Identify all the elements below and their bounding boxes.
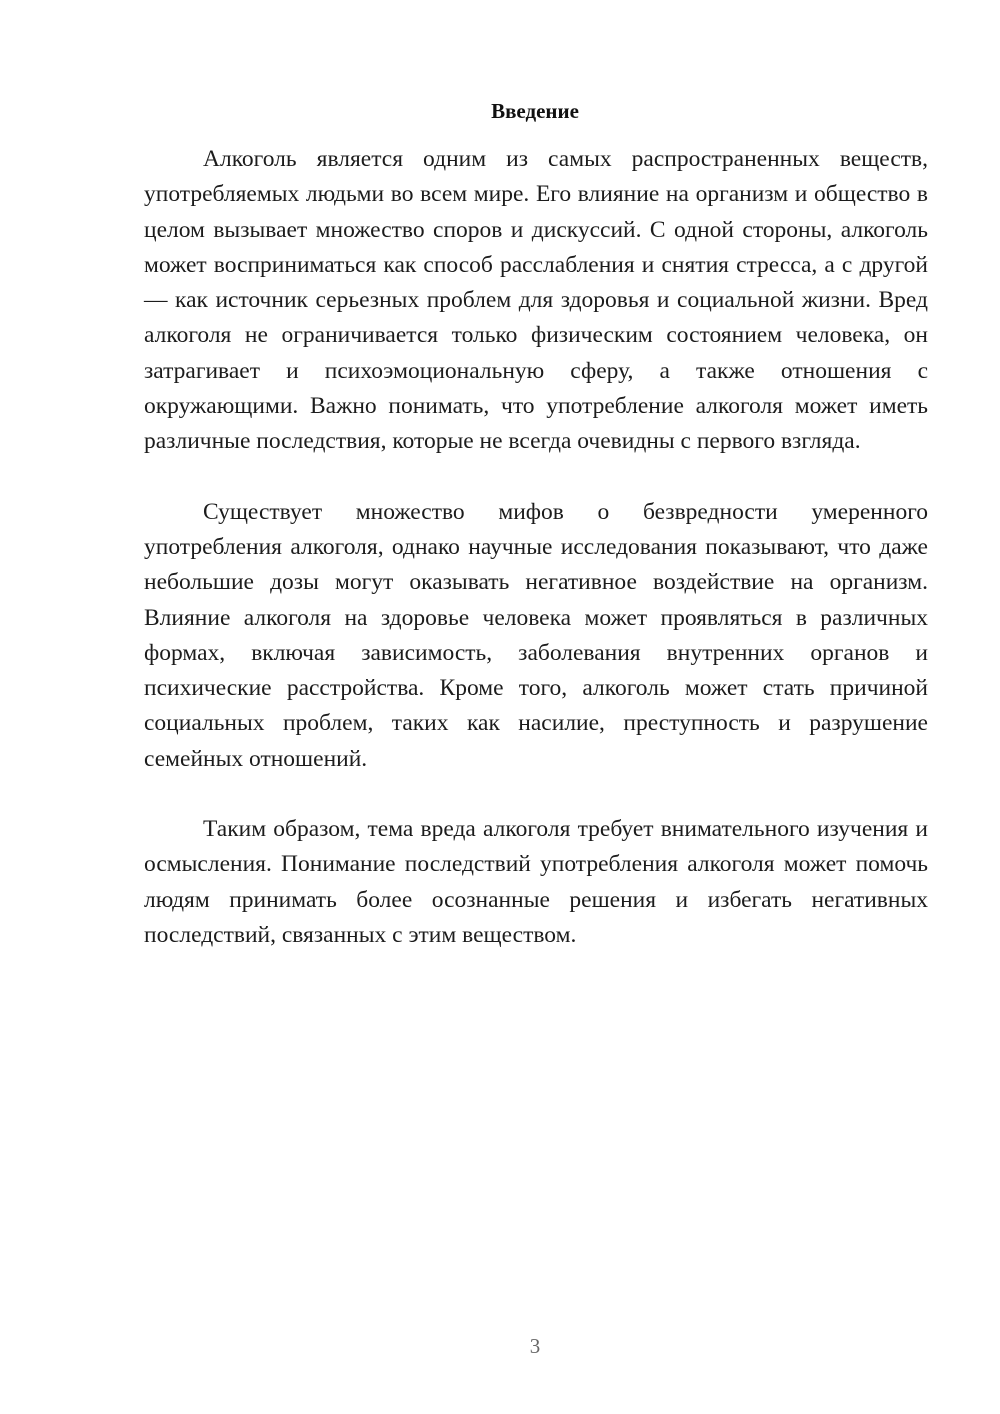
paragraph-conclusion: Таким образом, тема вреда алкоголя требует внимательного изучения и осмысления. Понимание последствий употребления алкоголя может помочь людям принимать более осознанные решения и избегать негативных последствий, связанных с этим веществом.	[144, 816, 928, 948]
section-heading: Введение	[491, 99, 579, 123]
paragraph-myths: Существует множество мифов о безвредности умеренного употребления алкоголя, однако научные исследования показывают, что даже небольшие дозы могут оказывать негативное воздействие на организм. Влияние алкоголя на здоровье человека может проявляться в различных формах, включая зависимость, заболевания внутренних органов и психические расстройства. Кроме того, алкоголь может стать причиной социальных проблем, таких как насилие, преступность и разрушение семейных отношений.	[144, 498, 928, 772]
body-text	[144, 142, 928, 988]
paragraph-intro: Алкоголь является одним из самых распространенных веществ, употребляемых людьми во всем мире. Его влияние на организм и общество в целом вызывает множество споров и дискуссий. С одной стороны, алкоголь может восприниматься как способ расслабления и снятия стресса, а с другой — как источник серьезных проблем для здоровья и социальной жизни. Вред алкоголя не ограничивается только физическим состоянием человека, он затрагивает и психоэмоциональную сферу, а также отношения с окружающими. Важно понимать, что употребление алкоголя может иметь различные последствия, которые не всегда очевидны с первого взгляда.	[144, 146, 928, 455]
page-number: 3	[529, 1334, 541, 1358]
